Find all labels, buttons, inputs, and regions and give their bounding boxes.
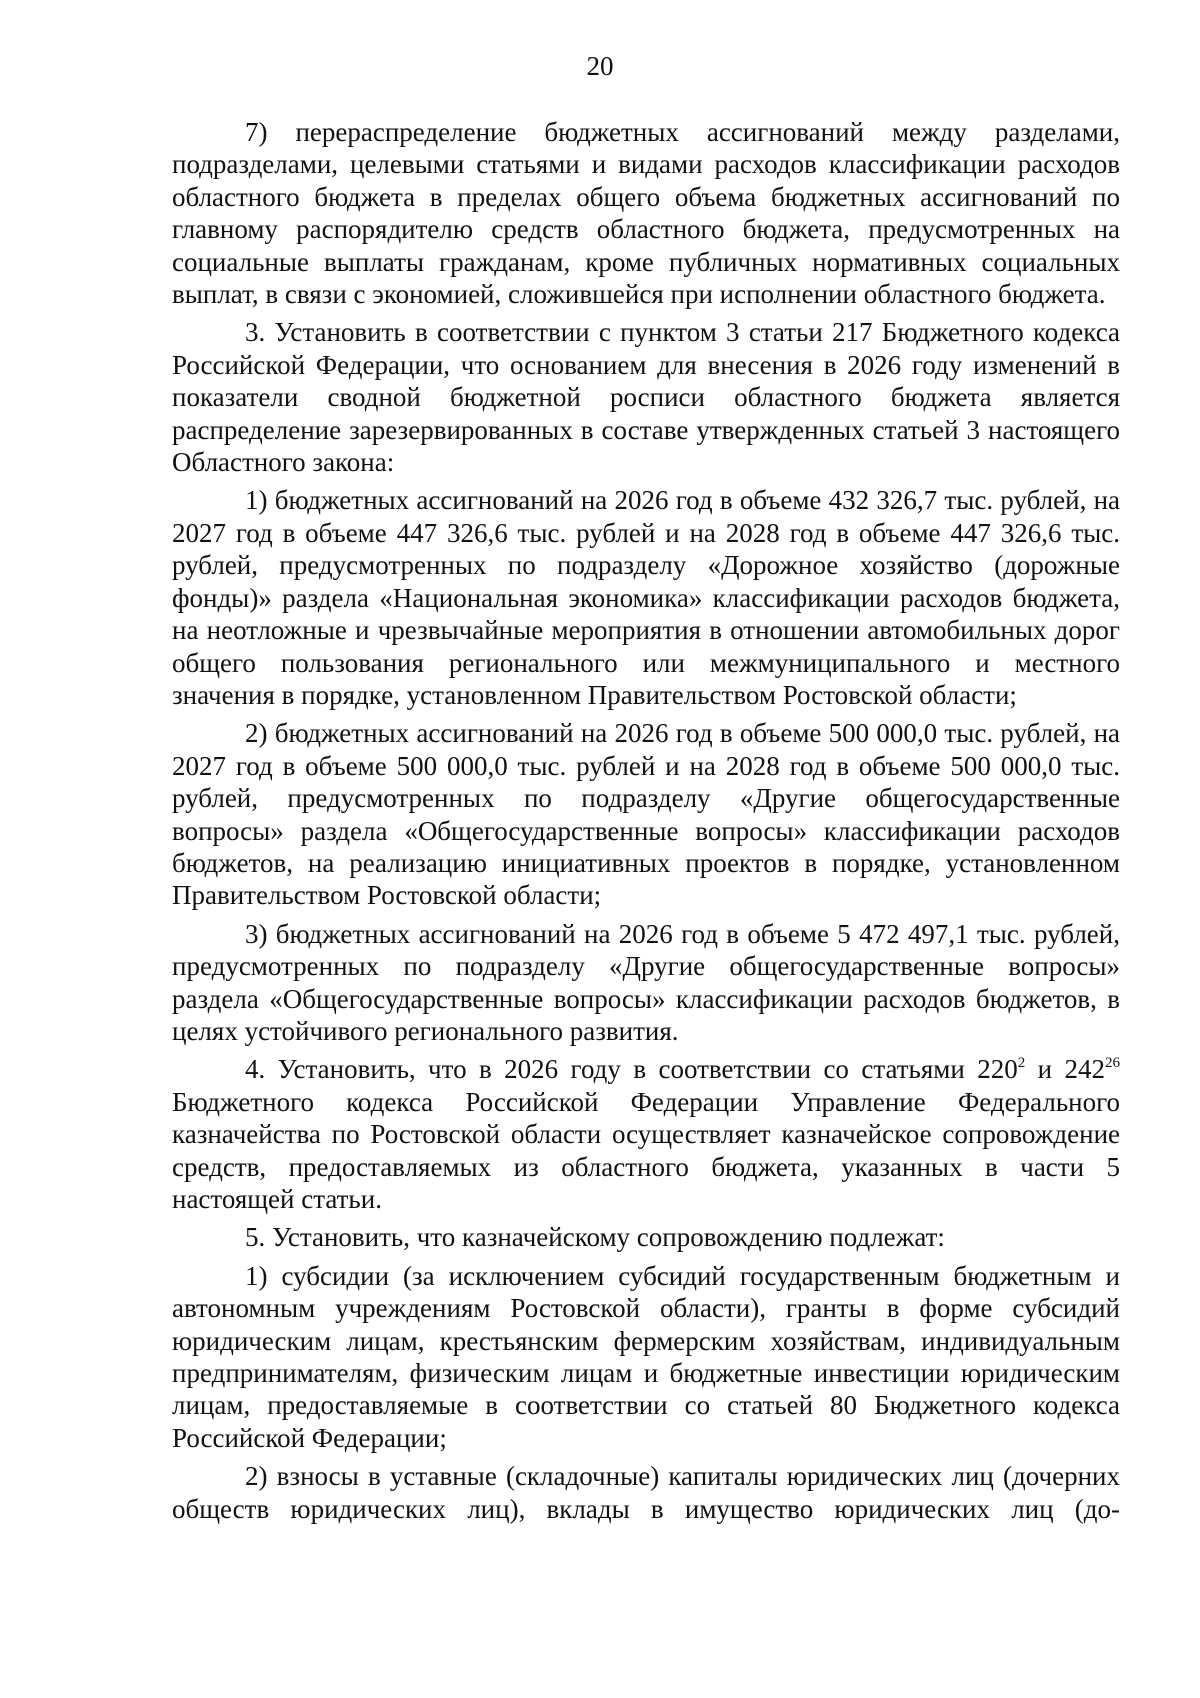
document-body <box>172 116 1120 1531</box>
paragraph-5-intro: 5. Установить, что казначейскому сопровождению подлежат: <box>245 1222 945 1253</box>
paragraph-3-reserve-distribution: 3. Установить в соответствии с пунктом 3 статьи 217 Бюджетного кодекса Российской Федерации, что основанием для внесения в 2026 году изменений в показатели сводной бюджетной росписи областного бюджета является распределение зарезервированных в составе утвержденных статьей 3 настоящего Областного закона: <box>172 317 1120 478</box>
paragraph-4-text-middle: и 242 <box>1025 1054 1106 1085</box>
paragraph-4-treasury-support <box>172 1053 1120 1215</box>
paragraph-4-text-before: 4. Установить, что в 2026 году в соответствии со статьями 220 <box>245 1054 1018 1085</box>
paragraph-5-2-capital-contributions: 2) взносы в уставные (складочные) капиталы юридических лиц (дочерних обществ юридических лиц), вклады в имущество юридических лиц (до- <box>172 1461 1120 1524</box>
article-242-superscript: 26 <box>1105 1055 1121 1072</box>
paragraph-4-text-after: Бюджетного кодекса Российской Федерации Управление Федерального казначейства по Ростовской области осуществляет казначейское сопровождение средств, предоставляемых из областного бюджета, указанных в части 5 настоящей статьи. <box>172 1086 1120 1214</box>
paragraph-7-redistribution: 7) перераспределение бюджетных ассигнований между разделами, подразделами, целевыми статьями и видами расходов классификации расходов областного бюджета в пределах общего объема бюджетных ассигнований по главному распорядителю средств областного бюджета, предусмотренных на социальные выплаты гражданам, кроме публичных нормативных социальных выплат, в связи с экономией, сложившейся при исполнении областного бюджета. <box>172 117 1120 310</box>
article-220-superscript: 2 <box>1017 1055 1026 1072</box>
paragraph-3-1-road-funds: 1) бюджетных ассигнований на 2026 год в объеме 432 326,7 тыс. рублей, на 2027 год в объеме 447 326,6 тыс. рублей и на 2028 год в объеме 447 326,6 тыс. рублей, предусмотренных по подразделу «Дорожное хозяйство (дорожные фонды)» раздела «Национальная экономика» классификации расходов бюджета, на неотложные и чрезвычайные мероприятия в отношении автомобильных дорог общего пользования регионального или межмуниципального и местного значения в порядке, установленном Правительством Ростовской области; <box>172 485 1120 710</box>
page-number: 20 <box>586 51 614 81</box>
paragraph-5-1-subsidies: 1) субсидии (за исключением субсидий государственным бюджетным и автономным учреждениям Ростовской области), гранты в форме субсидий юридическим лицам, крестьянским фермерским хозяйствам, индивидуальным предпринимателям, физическим лицам и бюджетные инвестиции юридическим лицам, предоставляемые в соответствии со статьей 80 Бюджетного кодекса Российской Федерации; <box>172 1260 1120 1453</box>
paragraph-3-3-regional-development: 3) бюджетных ассигнований на 2026 год в объеме 5 472 497,1 тыс. рублей, предусмотренных по подразделу «Другие общегосударственные вопросы» раздела «Общегосударственные вопросы» классификации расходов бюджетов, в целях устойчивого регионального развития. <box>172 918 1120 1046</box>
paragraph-3-2-initiative-projects: 2) бюджетных ассигнований на 2026 год в объеме 500 000,0 тыс. рублей, на 2027 год в объеме 500 000,0 тыс. рублей и на 2028 год в объеме 500 000,0 тыс. рублей, предусмотренных по подразделу «Другие общегосударственные вопросы» раздела «Общегосударственные вопросы» классификации расходов бюджетов, на реализацию инициативных проектов в порядке, установленном Правительством Ростовской области; <box>172 718 1120 911</box>
